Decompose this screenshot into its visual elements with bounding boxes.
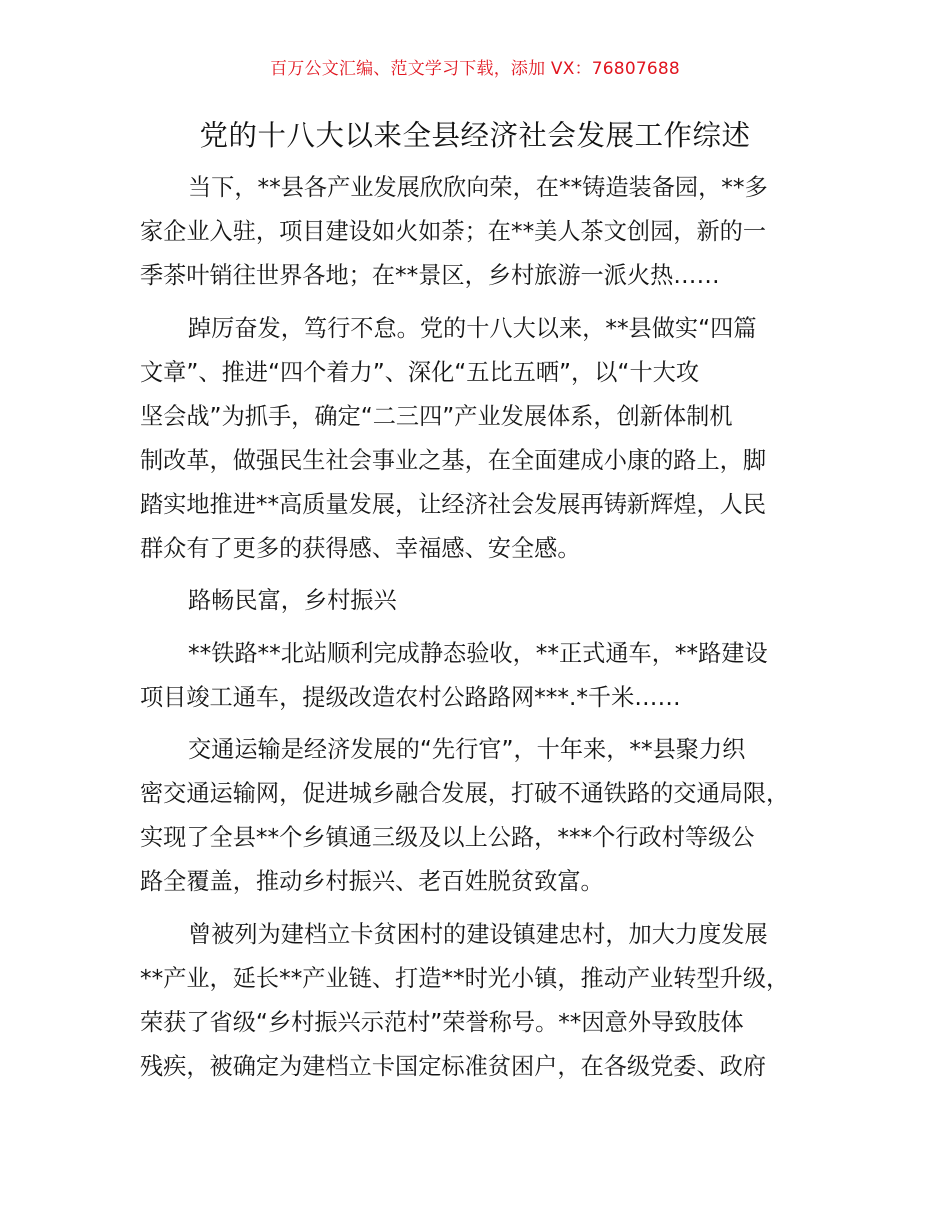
text-line: 曾被列为建档立卡贫困村的建设镇建忠村，加大力度发展 bbox=[188, 920, 768, 948]
text-line: 踔厉奋发，笃行不怠。党的十八大以来，**县做实“四篇 bbox=[188, 314, 757, 342]
text-line: 群众有了更多的获得感、幸福感、安全感。 bbox=[140, 534, 581, 562]
text-line: 实现了全县**个乡镇通三级及以上公路，***个行政村等级公 bbox=[140, 824, 755, 851]
paragraph-railway bbox=[140, 632, 812, 720]
text-line: 荣获了省级“乡村振兴示范村”荣誉称号。**因意外导致肢体 bbox=[140, 1008, 744, 1036]
section-heading-text: 路畅民富，乡村振兴 bbox=[188, 587, 397, 614]
text-line: **铁路**北站顺利完成静态验收，**正式通车，**路建设 bbox=[188, 639, 768, 667]
document-body bbox=[140, 166, 812, 1097]
paragraph-village bbox=[140, 913, 812, 1089]
text-line: 踏实地推进**高质量发展，让经济社会发展再铸新辉煌，人民 bbox=[140, 490, 767, 518]
watermark-banner: 百万公文汇编、范文学习下载，添加 VX：76807688 bbox=[270, 59, 680, 79]
text-line: 季茶叶销往世界各地；在**景区，乡村旅游一派火热…… bbox=[140, 262, 720, 289]
text-line: 制改革，做强民生社会事业之基，在全面建成小康的路上，脚 bbox=[140, 446, 767, 474]
section-heading bbox=[140, 579, 812, 623]
text-line: 交通运输是经济发展的“先行官”，十年来，**县聚力织 bbox=[188, 736, 746, 763]
text-line: 坚会战”为抓手，确定“二三四”产业发展体系，创新体制机 bbox=[140, 402, 733, 430]
text-line: 密交通运输网，促进城乡融合发展，打破不通铁路的交通局限， bbox=[140, 780, 790, 807]
text-line: 文章”、推进“四个着力”、深化“五比五晒”，以“十大攻 bbox=[140, 358, 700, 386]
text-line: **产业，延长**产业链、打造**时光小镇，推动产业转型升级， bbox=[140, 964, 790, 992]
paragraph-intro bbox=[140, 166, 812, 298]
text-line: 家企业入驻，项目建设如火如荼；在**美人茶文创园，新的一 bbox=[140, 218, 767, 245]
text-line: 路全覆盖，推动乡村振兴、老百姓脱贫致富。 bbox=[140, 868, 604, 895]
paragraph-overview bbox=[140, 307, 812, 571]
text-line: 项目竣工通车，提级改造农村公路路网***.*千米…… bbox=[140, 683, 681, 711]
paragraph-transport bbox=[140, 728, 812, 904]
document-title: 党的十八大以来全县经济社会发展工作综述 bbox=[199, 119, 751, 152]
text-line: 残疾，被确定为建档立卡国定标准贫困户，在各级党委、政府 bbox=[140, 1052, 767, 1080]
text-line: 当下，**县各产业发展欣欣向荣，在**铸造装备园，**多 bbox=[188, 174, 768, 201]
